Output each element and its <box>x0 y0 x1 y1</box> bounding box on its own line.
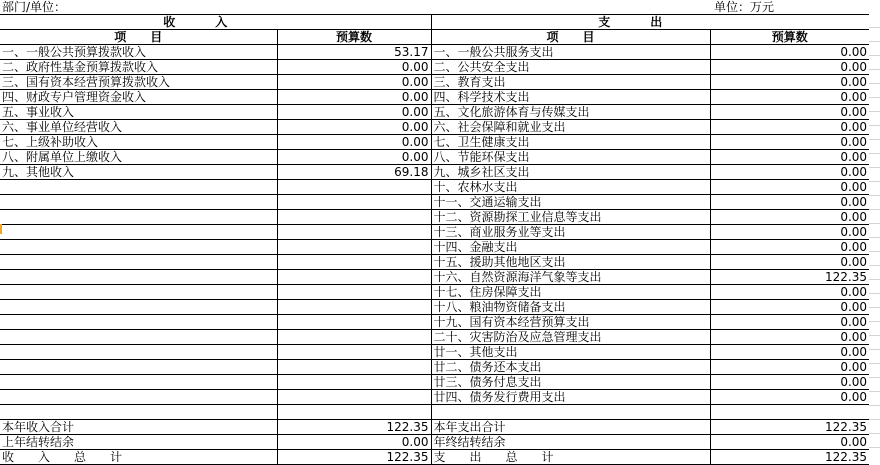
expense-amount-cell[interactable]: 0.00 <box>710 300 869 315</box>
table-row <box>0 390 869 405</box>
table-row <box>0 285 869 300</box>
income-amount-cell[interactable]: 0.00 <box>277 120 431 135</box>
expense-amount-cell[interactable]: 0.00 <box>710 150 869 165</box>
table-row <box>0 225 869 240</box>
expense-amount-cell[interactable]: 0.00 <box>710 255 869 270</box>
table-row <box>0 45 869 60</box>
expense-item-cell[interactable]: 十三、商业服务业等支出 <box>431 225 710 240</box>
expense-item-cell[interactable]: 十五、援助其他地区支出 <box>431 255 710 270</box>
income-item-cell[interactable] <box>0 375 277 390</box>
income-amount-cell[interactable]: 122.35 <box>277 450 431 465</box>
income-amount-cell[interactable] <box>277 210 431 225</box>
expense-item-cell[interactable]: 一、一般公共服务支出 <box>431 45 710 60</box>
income-amount-cell[interactable] <box>277 240 431 255</box>
table-row <box>0 135 869 150</box>
expense-amount-cell[interactable]: 0.00 <box>710 315 869 330</box>
income-amount-cell[interactable]: 69.18 <box>277 165 431 180</box>
income-item-cell[interactable] <box>0 390 277 405</box>
income-item-cell[interactable]: 五、事业收入 <box>0 105 277 120</box>
expense-amount-cell[interactable]: 0.00 <box>710 360 869 375</box>
summary-row <box>0 420 869 435</box>
table-row <box>0 300 869 315</box>
income-amount-cell[interactable]: 0.00 <box>277 150 431 165</box>
income-item-cell[interactable]: 收 入 总 计 <box>0 450 277 465</box>
table-row <box>0 105 869 120</box>
expense-item-cell[interactable]: 廿一、其他支出 <box>431 345 710 360</box>
expense-amount-cell[interactable]: 0.00 <box>710 330 869 345</box>
income-item-cell[interactable] <box>0 285 277 300</box>
income-item-cell[interactable] <box>0 240 277 255</box>
summary-row <box>0 435 869 450</box>
expense-amount-cell[interactable]: 0.00 <box>710 135 869 150</box>
income-amount-cell[interactable] <box>277 195 431 210</box>
budget-table <box>0 14 869 465</box>
expense-amount-cell[interactable]: 0.00 <box>710 210 869 225</box>
table-row <box>0 240 869 255</box>
income-amount-cell[interactable] <box>277 315 431 330</box>
expense-item-cell[interactable]: 九、城乡社区支出 <box>431 165 710 180</box>
expense-amount-cell[interactable]: 0.00 <box>710 375 869 390</box>
expense-item-cell[interactable]: 十七、住房保障支出 <box>431 285 710 300</box>
income-amount-cell[interactable]: 0.00 <box>277 90 431 105</box>
expense-amount-cell[interactable]: 122.35 <box>710 270 869 285</box>
expense-item-cell[interactable]: 廿四、债务发行费用支出 <box>431 390 710 405</box>
column-header-row <box>0 30 869 45</box>
income-amount-cell[interactable]: 0.00 <box>277 75 431 90</box>
income-amount-cell[interactable] <box>277 390 431 405</box>
expense-item-cell[interactable] <box>431 405 710 420</box>
table-row <box>0 210 869 225</box>
income-amount-cell[interactable] <box>277 345 431 360</box>
income-item-cell[interactable] <box>0 270 277 285</box>
table-row <box>0 270 869 285</box>
income-item-cell[interactable] <box>0 300 277 315</box>
income-amount-cell[interactable] <box>277 270 431 285</box>
income-item-cell[interactable]: 六、事业单位经营收入 <box>0 120 277 135</box>
table-row <box>0 150 869 165</box>
expense-item-cell[interactable]: 二十、灾害防治及应急管理支出 <box>431 330 710 345</box>
income-item-cell[interactable]: 上年结转结余 <box>0 435 277 450</box>
expense-item-cell[interactable]: 本年支出合计 <box>431 420 710 435</box>
table-row <box>0 75 869 90</box>
expense-item-cell[interactable]: 十、农林水支出 <box>431 180 710 195</box>
expense-item-cell[interactable]: 廿三、债务付息支出 <box>431 375 710 390</box>
income-amount-cell[interactable]: 0.00 <box>277 105 431 120</box>
income-amount-cell[interactable] <box>277 225 431 240</box>
unit-label: 单位：万元 <box>714 0 775 14</box>
expense-item-cell[interactable]: 八、节能环保支出 <box>431 150 710 165</box>
expense-amount-cell[interactable]: 0.00 <box>710 45 869 60</box>
expense-amount-cell[interactable]: 0.00 <box>710 165 869 180</box>
table-row <box>0 180 869 195</box>
income-item-cell[interactable] <box>0 225 277 240</box>
expense-item-cell[interactable]: 五、文化旅游体育与传媒支出 <box>431 105 710 120</box>
income-item-cell[interactable]: 本年收入合计 <box>0 420 277 435</box>
cell-cursor-marker <box>0 224 2 234</box>
income-item-cell[interactable] <box>0 210 277 225</box>
income-amount-cell[interactable] <box>277 300 431 315</box>
income-item-cell[interactable]: 三、国有资本经营预算拨款收入 <box>0 75 277 90</box>
expense-budget-header: 预算数 <box>710 30 869 45</box>
table-row <box>0 330 869 345</box>
income-item-cell[interactable] <box>0 315 277 330</box>
income-item-cell[interactable]: 二、政府性基金预算拨款收入 <box>0 60 277 75</box>
table-row <box>0 315 869 330</box>
income-item-cell[interactable]: 九、其他收入 <box>0 165 277 180</box>
expense-item-cell[interactable]: 十二、资源勘探工业信息等支出 <box>431 210 710 225</box>
report-header <box>0 0 880 14</box>
expense-item-cell[interactable]: 廿二、债务还本支出 <box>431 360 710 375</box>
expense-item-cell[interactable]: 六、社会保障和就业支出 <box>431 120 710 135</box>
section-header-row <box>0 15 869 30</box>
income-amount-cell[interactable] <box>277 255 431 270</box>
income-item-cell[interactable] <box>0 195 277 210</box>
income-item-cell[interactable] <box>0 345 277 360</box>
income-amount-cell[interactable]: 122.35 <box>277 420 431 435</box>
expense-amount-cell[interactable] <box>710 405 869 420</box>
table-row <box>0 195 869 210</box>
table-row <box>0 60 869 75</box>
expense-amount-cell[interactable]: 122.35 <box>710 420 869 435</box>
expense-amount-cell[interactable]: 0.00 <box>710 120 869 135</box>
income-amount-cell[interactable] <box>277 360 431 375</box>
table-row <box>0 90 869 105</box>
expense-amount-cell[interactable]: 0.00 <box>710 345 869 360</box>
expense-item-cell[interactable]: 支 出 总 计 <box>431 450 710 465</box>
table-row <box>0 120 869 135</box>
department-label: 部门/单位： <box>2 0 67 14</box>
income-amount-cell[interactable]: 0.00 <box>277 135 431 150</box>
table-row <box>0 360 869 375</box>
expense-amount-cell[interactable]: 0.00 <box>710 285 869 300</box>
income-budget-header: 预算数 <box>277 30 431 45</box>
spreadsheet-gridlines <box>869 14 880 452</box>
income-item-cell[interactable] <box>0 360 277 375</box>
income-amount-cell[interactable] <box>277 375 431 390</box>
expense-amount-cell[interactable]: 0.00 <box>710 435 869 450</box>
expense-amount-cell[interactable]: 0.00 <box>710 225 869 240</box>
income-item-cell[interactable]: 七、上级补助收入 <box>0 135 277 150</box>
income-item-cell[interactable] <box>0 180 277 195</box>
expense-item-cell[interactable]: 年终结转结余 <box>431 435 710 450</box>
expense-item-cell[interactable]: 十九、国有资本经营预算支出 <box>431 315 710 330</box>
expense-amount-cell[interactable]: 0.00 <box>710 240 869 255</box>
expense-item-cell[interactable]: 十六、自然资源海洋气象等支出 <box>431 270 710 285</box>
table-row <box>0 165 869 180</box>
expense-amount-cell[interactable]: 0.00 <box>710 90 869 105</box>
table-row <box>0 255 869 270</box>
expense-amount-cell[interactable]: 0.00 <box>710 75 869 90</box>
income-amount-cell[interactable] <box>277 180 431 195</box>
income-section-title: 收入 <box>0 15 431 30</box>
income-amount-cell[interactable] <box>277 405 431 420</box>
table-row <box>0 345 869 360</box>
expense-item-cell[interactable]: 三、教育支出 <box>431 75 710 90</box>
expense-amount-cell[interactable]: 0.00 <box>710 180 869 195</box>
income-item-cell[interactable]: 一、一般公共预算拨款收入 <box>0 45 277 60</box>
table-row <box>0 405 869 420</box>
expense-item-cell[interactable]: 十八、粮油物资储备支出 <box>431 300 710 315</box>
expense-amount-cell[interactable]: 0.00 <box>710 60 869 75</box>
income-item-cell[interactable] <box>0 405 277 420</box>
expense-item-cell[interactable]: 七、卫生健康支出 <box>431 135 710 150</box>
expense-section-title: 支出 <box>431 15 869 30</box>
table-row <box>0 375 869 390</box>
expense-item-header: 项 目 <box>431 30 710 45</box>
expense-item-cell[interactable]: 十四、金融支出 <box>431 240 710 255</box>
expense-item-cell[interactable]: 四、科学技术支出 <box>431 90 710 105</box>
income-amount-cell[interactable] <box>277 330 431 345</box>
income-item-cell[interactable]: 四、财政专户管理资金收入 <box>0 90 277 105</box>
expense-amount-cell[interactable]: 0.00 <box>710 390 869 405</box>
expense-amount-cell[interactable]: 0.00 <box>710 105 869 120</box>
income-amount-cell[interactable]: 53.17 <box>277 45 431 60</box>
expense-item-cell[interactable]: 十一、交通运输支出 <box>431 195 710 210</box>
income-item-cell[interactable] <box>0 255 277 270</box>
income-amount-cell[interactable] <box>277 285 431 300</box>
income-amount-cell[interactable]: 0.00 <box>277 435 431 450</box>
expense-item-cell[interactable]: 二、公共安全支出 <box>431 60 710 75</box>
expense-amount-cell[interactable]: 0.00 <box>710 195 869 210</box>
income-amount-cell[interactable]: 0.00 <box>277 60 431 75</box>
expense-amount-cell[interactable]: 122.35 <box>710 450 869 465</box>
income-item-header: 项 目 <box>0 30 277 45</box>
income-item-cell[interactable]: 八、附属单位上缴收入 <box>0 150 277 165</box>
income-item-cell[interactable] <box>0 330 277 345</box>
